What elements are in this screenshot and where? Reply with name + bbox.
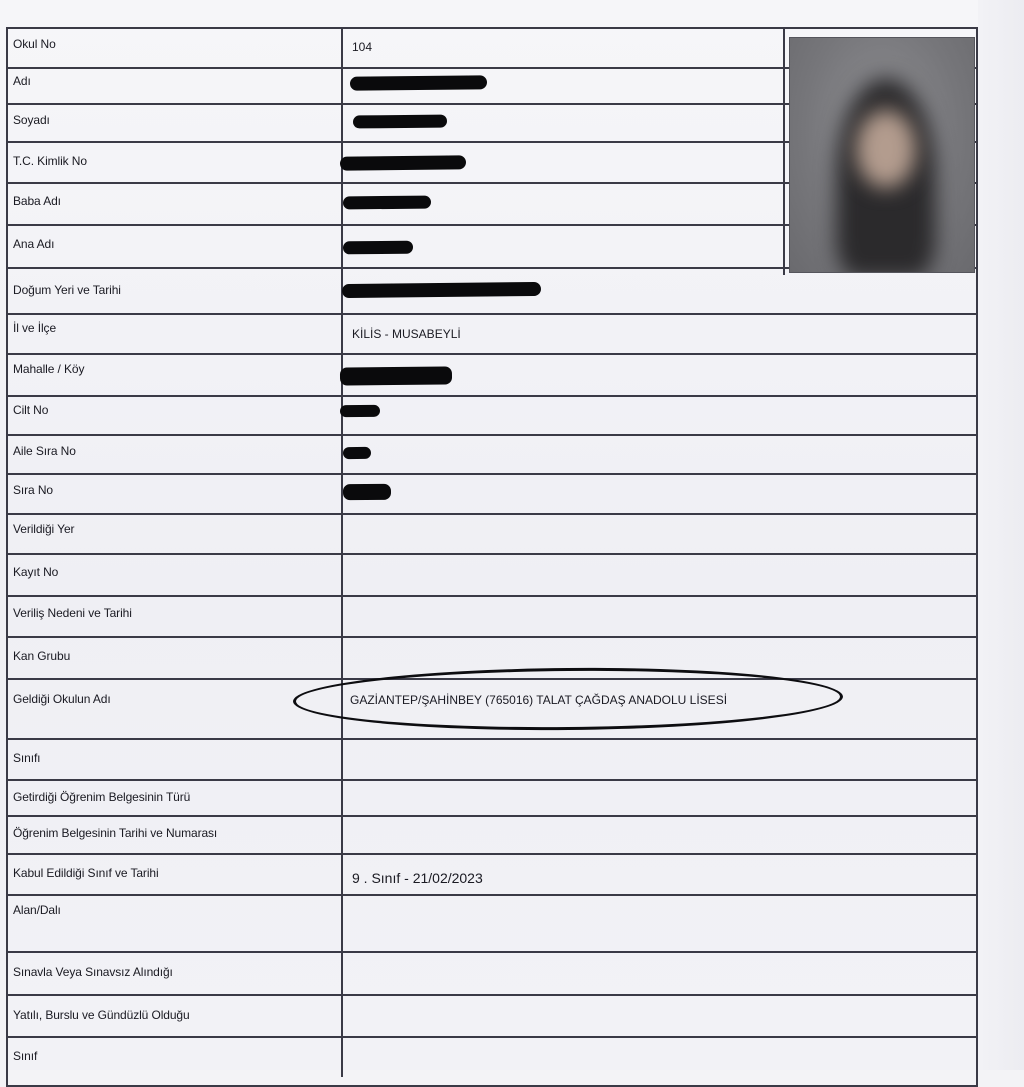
row-divider [6,636,978,638]
label-ogrenim-belgesi-tarih-numara: Öğrenim Belgesinin Tarihi ve Numarası [13,826,218,840]
label-okul-no: Okul No [13,37,56,51]
photo-column-divider [783,27,785,275]
row-divider [6,853,978,855]
column-divider [341,27,343,1077]
row-divider [6,994,978,996]
row-divider [6,894,978,896]
redaction-mark [353,115,447,129]
row-divider [6,595,978,597]
label-kayit-no: Kayıt No [13,565,59,579]
row-divider [6,434,978,436]
row-divider [6,951,978,953]
row-divider [6,815,978,817]
label-kan-grubu: Kan Grubu [13,649,71,663]
label-dogum-yeri-tarihi: Doğum Yeri ve Tarihi [13,283,121,297]
label-il-ilce: İl ve İlçe [13,321,57,335]
redaction-mark [350,75,487,90]
redaction-mark [343,241,413,255]
row-divider [6,1036,978,1038]
label-verilis-nedeni-tarihi: Veriliş Nedeni ve Tarihi [13,606,132,620]
label-aile-sira-no: Aile Sıra No [13,444,76,458]
label-adi: Adı [13,74,31,88]
row-divider [6,395,978,397]
label-sinifi: Sınıfı [13,751,41,765]
redaction-mark [340,155,466,170]
redaction-mark [342,282,541,298]
student-photo [789,37,975,273]
label-sinif: Sınıf [13,1049,38,1063]
label-sira-no: Sıra No [13,483,53,497]
label-geldigi-okulun-adi: Geldiği Okulun Adı [13,692,111,706]
row-divider [6,473,978,475]
label-soyadi: Soyadı [13,113,50,127]
row-divider [6,738,978,740]
label-mahalle-koy: Mahalle / Köy [13,362,85,376]
label-alan-dali: Alan/Dalı [13,903,61,917]
label-tc-kimlik-no: T.C. Kimlik No [13,154,87,168]
label-yatili-burslu: Yatılı, Burslu ve Gündüzlü Olduğu [13,1008,190,1022]
value-geldigi-okul: GAZİANTEP/ŞAHİNBEY (765016) TALAT ÇAĞDAŞ ANADOLU LİSESİ [350,693,728,707]
row-divider [6,313,978,315]
value-okul-no: 104 [352,40,373,54]
label-ana-adi: Ana Adı [13,237,55,251]
label-cilt-no: Cilt No [13,403,49,417]
redaction-mark [343,484,391,501]
page-margin [978,0,1024,1070]
value-il-ilce: KİLİS - MUSABEYLİ [352,327,461,341]
label-sinavla-sinavsiz: Sınavla Veya Sınavsız Alındığı [13,965,173,979]
row-divider [6,779,978,781]
redaction-mark [340,405,380,417]
value-kabul-sinif-tarih: 9 . Sınıf - 21/02/2023 [352,870,483,886]
redaction-mark [340,366,452,385]
redaction-mark [343,196,431,210]
label-ogrenim-belgesi-turu: Getirdiği Öğrenim Belgesinin Türü [13,790,191,804]
redaction-mark [343,447,371,459]
row-divider [6,353,978,355]
label-kabul-sinif-tarih: Kabul Edildiği Sınıf ve Tarihi [13,866,159,880]
row-divider [6,553,978,555]
label-verildigi-yer: Verildiği Yer [13,522,75,536]
label-baba-adi: Baba Adı [13,194,61,208]
row-divider [6,513,978,515]
